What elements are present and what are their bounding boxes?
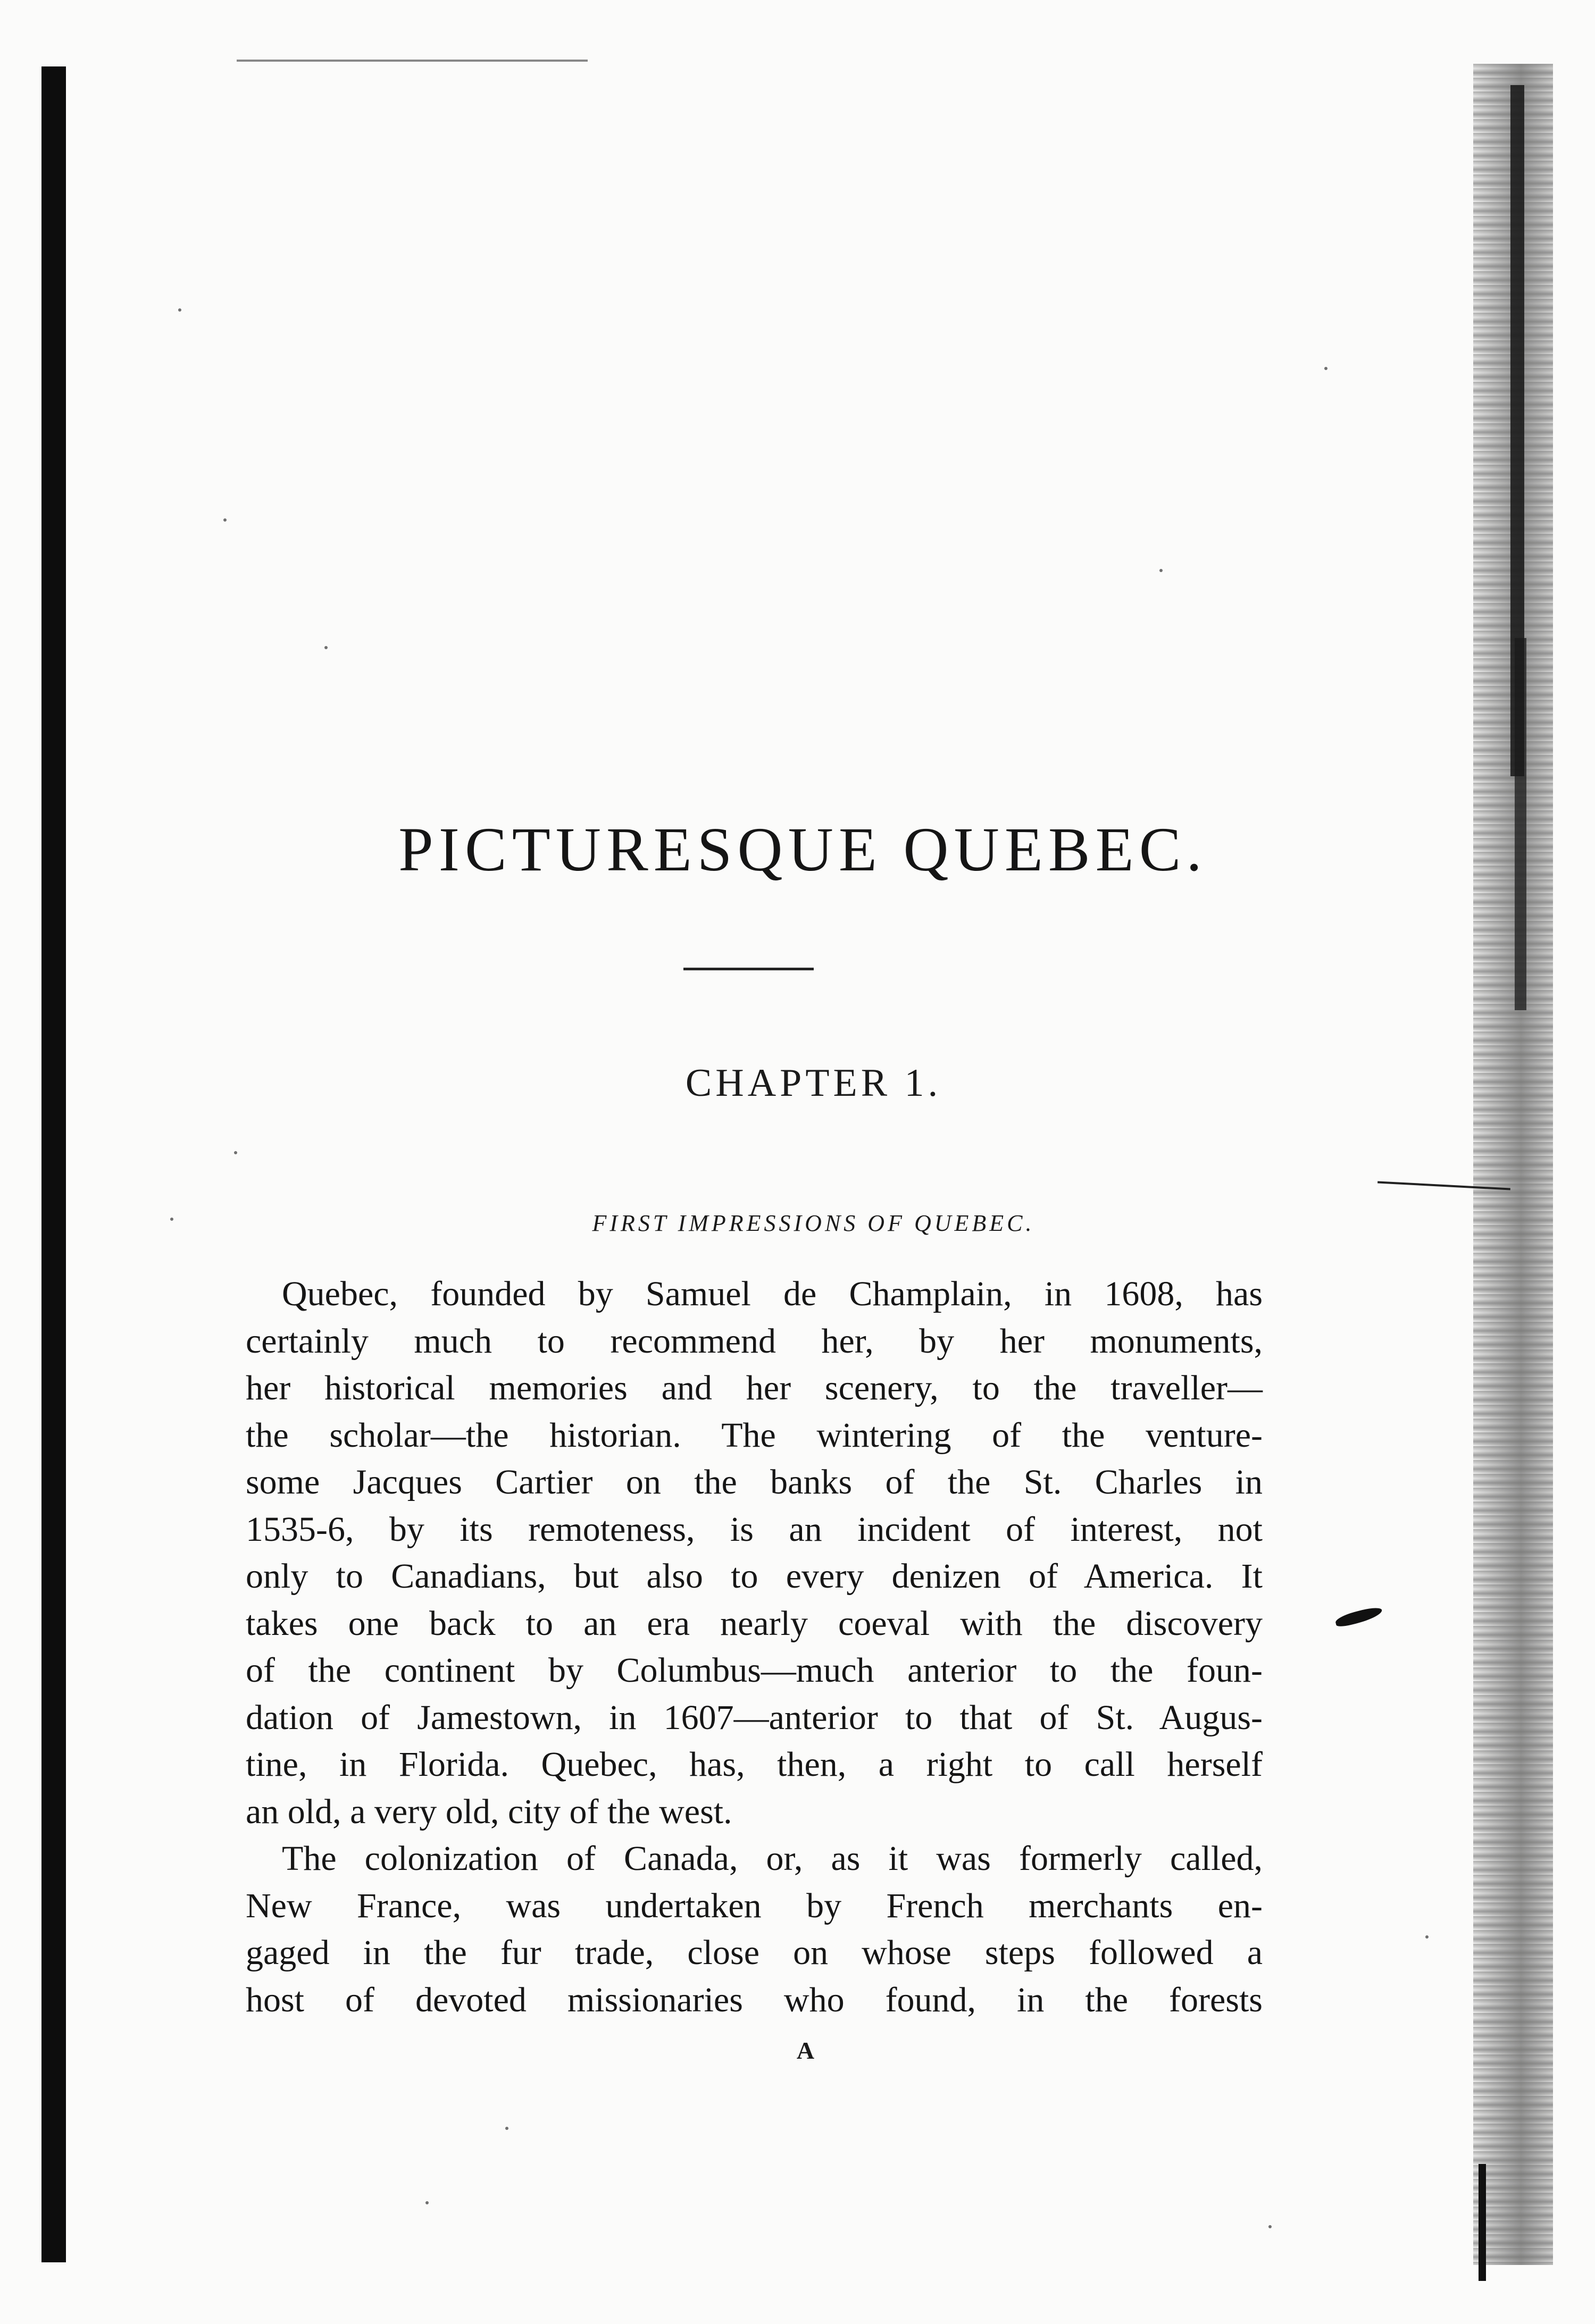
text-line: tine, in Florida. Quebec, has, then, a right to call herself [246,1745,1263,1784]
scan-speck [1268,2225,1272,2228]
scan-top-line [237,60,588,62]
scan-speck [1324,367,1327,370]
text-line: gaged in the fur trade, close on whose steps followed a [246,1933,1263,1972]
scan-speck [234,1151,237,1154]
scan-edge-shadow [1479,2164,1486,2281]
text-line: Quebec, founded by Samuel de Champlain, in 1608, has [282,1274,1263,1313]
ink-blot [1334,1605,1384,1628]
scan-binding-shadow [41,66,66,2262]
text-line: New France, was undertaken by French merchants en- [246,1886,1263,1925]
text-line: takes one back to an era nearly coeval with the discovery [246,1604,1263,1643]
text-line: her historical memories and her scenery, to the traveller— [246,1369,1263,1407]
scan-speck [223,518,227,522]
chapter-subtitle: FIRST IMPRESSIONS OF QUEBEC. [592,1210,1035,1236]
book-title: PICTURESQUE QUEBEC. [398,815,1207,884]
chapter-heading: CHAPTER 1. [685,1061,942,1105]
text-line: only to Canadians, but also to every denizen of America. It [246,1557,1263,1596]
signature-mark: A [796,2037,815,2064]
body-text [246,1271,1263,2024]
text-line: some Jacques Cartier on the banks of the St. Charles in [246,1463,1263,1501]
scan-speck [324,646,328,649]
text-line: an old, a very old, city of the west. [246,1792,732,1831]
scan-speck [1425,1935,1429,1939]
text-line: host of devoted missionaries who found, in the forests [246,1980,1263,2019]
text-line: 1535-6, by its remoteness, is an incident of interest, not [246,1509,1263,1549]
text-line: certainly much to recommend her, by her monuments, [246,1321,1263,1361]
scan-speck [178,308,181,312]
text-line: of the continent by Columbus—much anterior to the foun- [246,1651,1263,1690]
scan-speck [425,2201,429,2204]
text-line: The colonization of Canada, or, as it was formerly called, [282,1839,1263,1878]
scan-speck [1159,569,1163,572]
text-line: dation of Jamestown, in 1607—anterior to that of St. Augus- [246,1698,1263,1737]
scan-speck [505,2127,508,2130]
text-line: the scholar—the historian. The wintering of the venture- [246,1415,1263,1455]
title-divider [683,968,814,970]
